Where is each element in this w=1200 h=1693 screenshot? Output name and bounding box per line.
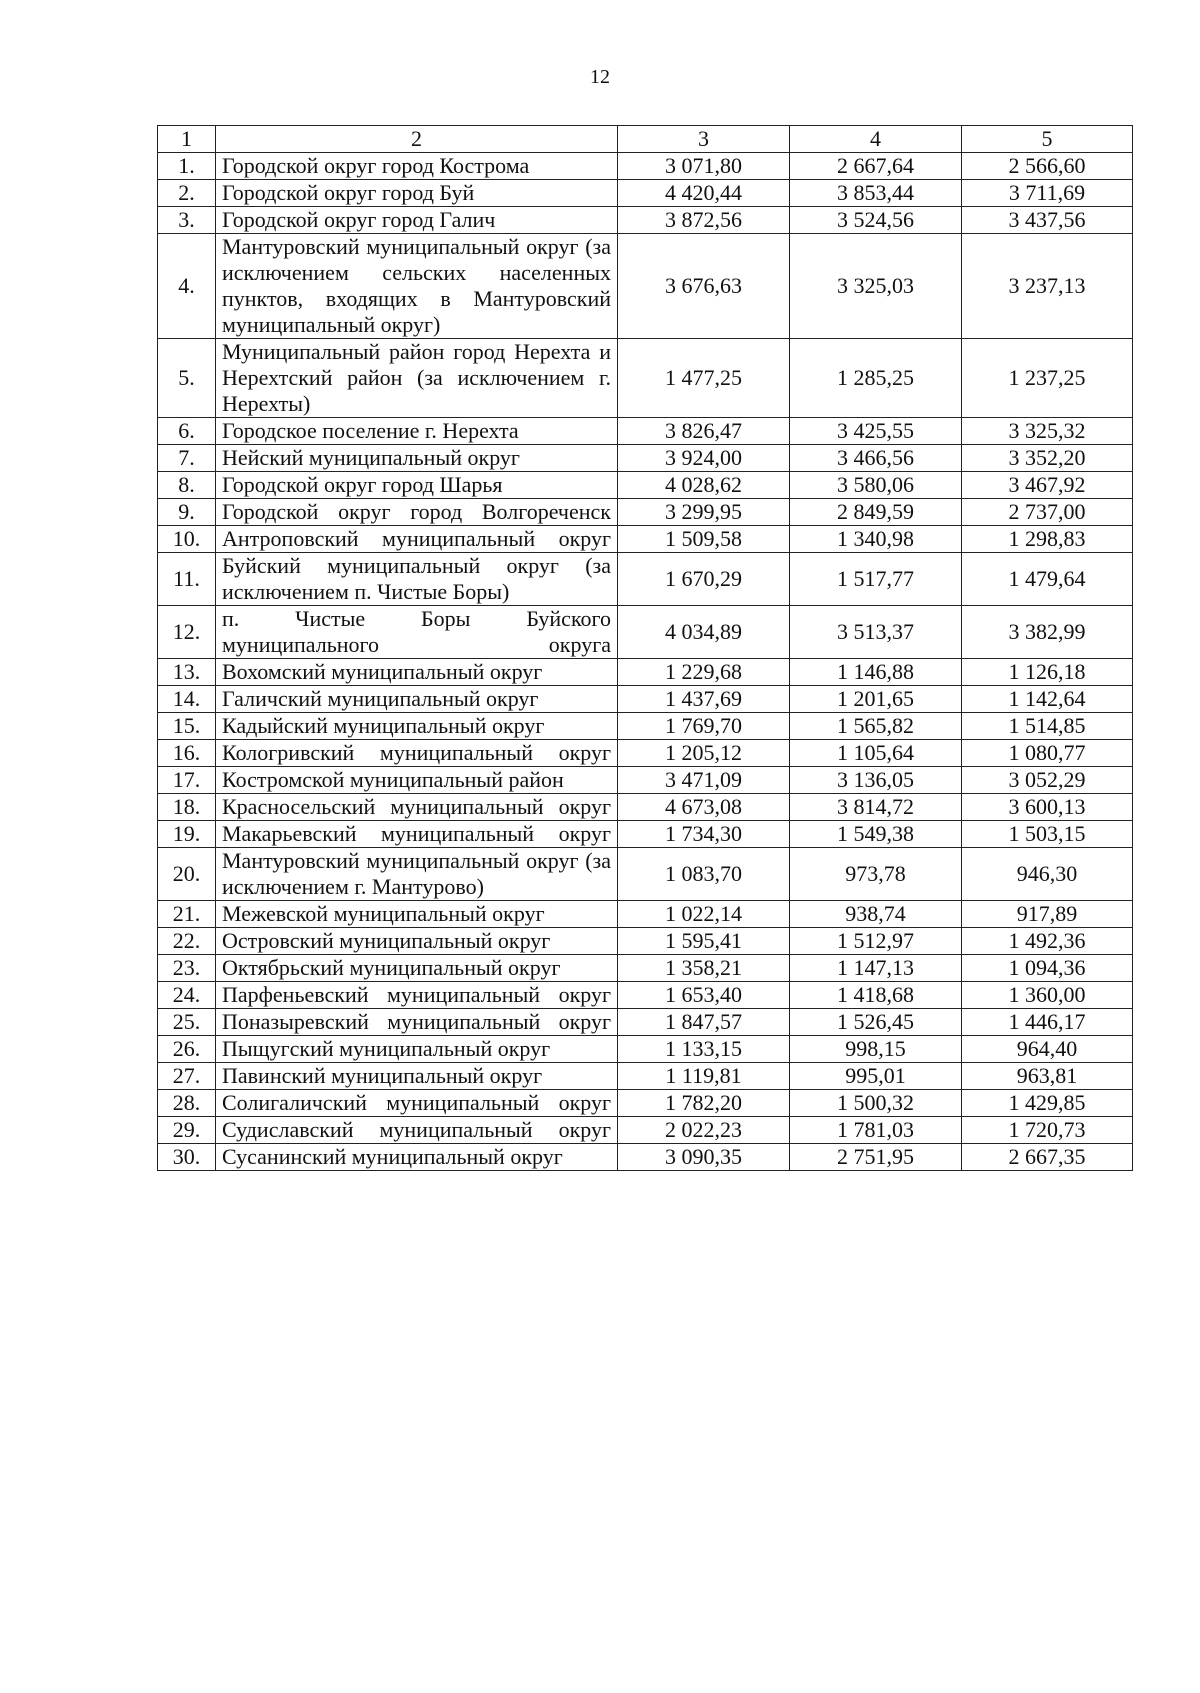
table-row (158, 207, 1133, 234)
municipality-name: Межевской муниципальный округ (216, 901, 618, 928)
row-number: 30. (158, 1144, 216, 1171)
value-col-5: 2 737,00 (962, 499, 1133, 526)
row-number: 13. (158, 659, 216, 686)
tariff-table (157, 125, 1133, 1171)
value-col-5: 3 600,13 (962, 794, 1133, 821)
value-col-4: 3 814,72 (790, 794, 962, 821)
value-col-5: 964,40 (962, 1036, 1133, 1063)
value-col-5: 1 446,17 (962, 1009, 1133, 1036)
row-number: 8. (158, 472, 216, 499)
value-col-5: 946,30 (962, 848, 1133, 901)
row-number: 21. (158, 901, 216, 928)
value-col-3: 3 471,09 (618, 767, 790, 794)
value-col-4: 1 512,97 (790, 928, 962, 955)
municipality-name: Красносельский муниципальный округ (216, 794, 618, 821)
value-col-3: 2 022,23 (618, 1117, 790, 1144)
table-row (158, 1117, 1133, 1144)
municipality-name: Буйский муниципальный округ (за исключением п. Чистые Боры) (216, 553, 618, 606)
value-col-3: 1 437,69 (618, 686, 790, 713)
row-number: 12. (158, 606, 216, 659)
column-header-5: 5 (962, 126, 1133, 153)
municipality-name: Городское поселение г. Нерехта (216, 418, 618, 445)
value-col-4: 1 340,98 (790, 526, 962, 553)
value-col-5: 2 566,60 (962, 153, 1133, 180)
municipality-name: Нейский муниципальный округ (216, 445, 618, 472)
value-col-4: 3 513,37 (790, 606, 962, 659)
row-number: 6. (158, 418, 216, 445)
value-col-4: 1 781,03 (790, 1117, 962, 1144)
municipality-name: Антроповский муниципальный округ (216, 526, 618, 553)
value-col-4: 3 524,56 (790, 207, 962, 234)
value-col-3: 1 205,12 (618, 740, 790, 767)
row-number: 2. (158, 180, 216, 207)
row-number: 14. (158, 686, 216, 713)
table-row (158, 794, 1133, 821)
row-number: 4. (158, 234, 216, 339)
value-col-5: 1 514,85 (962, 713, 1133, 740)
value-col-4: 2 667,64 (790, 153, 962, 180)
row-number: 7. (158, 445, 216, 472)
value-col-3: 3 071,80 (618, 153, 790, 180)
value-col-3: 3 872,56 (618, 207, 790, 234)
row-number: 11. (158, 553, 216, 606)
value-col-5: 1 080,77 (962, 740, 1133, 767)
column-header-2: 2 (216, 126, 618, 153)
municipality-name: Поназыревский муниципальный округ (216, 1009, 618, 1036)
table-row (158, 499, 1133, 526)
table-row (158, 659, 1133, 686)
value-col-3: 1 847,57 (618, 1009, 790, 1036)
table-row (158, 418, 1133, 445)
value-col-3: 1 782,20 (618, 1090, 790, 1117)
municipality-name: Городской округ город Шарья (216, 472, 618, 499)
value-col-5: 1 360,00 (962, 982, 1133, 1009)
value-col-5: 3 437,56 (962, 207, 1133, 234)
table-row (158, 821, 1133, 848)
value-col-5: 3 382,99 (962, 606, 1133, 659)
value-col-4: 1 500,32 (790, 1090, 962, 1117)
table-row (158, 472, 1133, 499)
table-row (158, 1090, 1133, 1117)
table-row (158, 339, 1133, 418)
row-number: 5. (158, 339, 216, 418)
value-col-5: 1 429,85 (962, 1090, 1133, 1117)
value-col-4: 1 146,88 (790, 659, 962, 686)
value-col-4: 3 325,03 (790, 234, 962, 339)
row-number: 15. (158, 713, 216, 740)
value-col-4: 3 466,56 (790, 445, 962, 472)
table-row (158, 553, 1133, 606)
value-col-5: 1 142,64 (962, 686, 1133, 713)
value-col-3: 1 133,15 (618, 1036, 790, 1063)
municipality-name: Солигаличский муниципальный округ (216, 1090, 618, 1117)
value-col-3: 1 083,70 (618, 848, 790, 901)
row-number: 17. (158, 767, 216, 794)
value-col-3: 1 734,30 (618, 821, 790, 848)
value-col-3: 1 477,25 (618, 339, 790, 418)
value-col-4: 995,01 (790, 1063, 962, 1090)
column-header-4: 4 (790, 126, 962, 153)
value-col-5: 3 237,13 (962, 234, 1133, 339)
value-col-4: 1 201,65 (790, 686, 962, 713)
municipality-name: Сусанинский муниципальный округ (216, 1144, 618, 1171)
municipality-name: Городской округ город Волгореченск (216, 499, 618, 526)
value-col-5: 3 352,20 (962, 445, 1133, 472)
table-row (158, 1144, 1133, 1171)
value-col-4: 1 285,25 (790, 339, 962, 418)
value-col-4: 3 853,44 (790, 180, 962, 207)
row-number: 19. (158, 821, 216, 848)
municipality-name: Макарьевский муниципальный округ (216, 821, 618, 848)
value-col-3: 1 119,81 (618, 1063, 790, 1090)
value-col-4: 2 751,95 (790, 1144, 962, 1171)
value-col-3: 4 420,44 (618, 180, 790, 207)
value-col-4: 938,74 (790, 901, 962, 928)
table-row (158, 606, 1133, 659)
table-row (158, 526, 1133, 553)
value-col-3: 1 769,70 (618, 713, 790, 740)
municipality-name: Городской округ город Кострома (216, 153, 618, 180)
row-number: 24. (158, 982, 216, 1009)
value-col-5: 3 325,32 (962, 418, 1133, 445)
row-number: 3. (158, 207, 216, 234)
value-col-4: 3 425,55 (790, 418, 962, 445)
value-col-4: 1 549,38 (790, 821, 962, 848)
value-col-5: 3 711,69 (962, 180, 1133, 207)
municipality-name: Пыщугский муниципальный округ (216, 1036, 618, 1063)
page-number: 12 (590, 66, 610, 88)
municipality-name: Кологривский муниципальный округ (216, 740, 618, 767)
table-row (158, 767, 1133, 794)
municipality-name: Вохомский муниципальный округ (216, 659, 618, 686)
row-number: 27. (158, 1063, 216, 1090)
table-row (158, 1036, 1133, 1063)
row-number: 25. (158, 1009, 216, 1036)
row-number: 1. (158, 153, 216, 180)
column-header-1: 1 (158, 126, 216, 153)
value-col-5: 3 467,92 (962, 472, 1133, 499)
value-col-3: 3 090,35 (618, 1144, 790, 1171)
value-col-5: 2 667,35 (962, 1144, 1133, 1171)
value-col-4: 2 849,59 (790, 499, 962, 526)
value-col-4: 998,15 (790, 1036, 962, 1063)
column-header-3: 3 (618, 126, 790, 153)
municipality-name: Парфеньевский муниципальный округ (216, 982, 618, 1009)
table-row (158, 1063, 1133, 1090)
value-col-5: 1 492,36 (962, 928, 1133, 955)
municipality-name: Кадыйский муниципальный округ (216, 713, 618, 740)
table-row (158, 445, 1133, 472)
table-row (158, 928, 1133, 955)
value-col-4: 1 147,13 (790, 955, 962, 982)
table-row (158, 153, 1133, 180)
value-col-5: 3 052,29 (962, 767, 1133, 794)
municipality-name: Мантуровский муниципальный округ (за исключением г. Мантурово) (216, 848, 618, 901)
value-col-3: 1 022,14 (618, 901, 790, 928)
row-number: 22. (158, 928, 216, 955)
value-col-3: 1 595,41 (618, 928, 790, 955)
value-col-5: 1 126,18 (962, 659, 1133, 686)
value-col-5: 1 298,83 (962, 526, 1133, 553)
municipality-name: Городской округ город Галич (216, 207, 618, 234)
table-row (158, 955, 1133, 982)
table-body (158, 126, 1133, 1171)
value-col-4: 1 526,45 (790, 1009, 962, 1036)
value-col-3: 3 299,95 (618, 499, 790, 526)
value-col-4: 1 105,64 (790, 740, 962, 767)
value-col-5: 1 094,36 (962, 955, 1133, 982)
value-col-5: 1 237,25 (962, 339, 1133, 418)
row-number: 29. (158, 1117, 216, 1144)
table-row (158, 901, 1133, 928)
value-col-3: 1 653,40 (618, 982, 790, 1009)
value-col-3: 1 509,58 (618, 526, 790, 553)
value-col-5: 1 479,64 (962, 553, 1133, 606)
table-row (158, 848, 1133, 901)
municipality-name: Галичский муниципальный округ (216, 686, 618, 713)
column-number-row (158, 126, 1133, 153)
value-col-3: 3 924,00 (618, 445, 790, 472)
value-col-4: 3 580,06 (790, 472, 962, 499)
table-row (158, 740, 1133, 767)
table-row (158, 686, 1133, 713)
value-col-5: 1 503,15 (962, 821, 1133, 848)
value-col-3: 4 034,89 (618, 606, 790, 659)
value-col-3: 1 358,21 (618, 955, 790, 982)
value-col-3: 1 670,29 (618, 553, 790, 606)
municipality-name: Островский муниципальный округ (216, 928, 618, 955)
value-col-5: 1 720,73 (962, 1117, 1133, 1144)
value-col-4: 1 517,77 (790, 553, 962, 606)
municipality-name: Муниципальный район город Нерехта и Нерехтский район (за исключением г. Нерехты) (216, 339, 618, 418)
municipality-name: Мантуровский муниципальный округ (за исключением сельских населенных пунктов, входящих в Мантуровский муниципальный округ) (216, 234, 618, 339)
row-number: 9. (158, 499, 216, 526)
value-col-3: 1 229,68 (618, 659, 790, 686)
value-col-5: 963,81 (962, 1063, 1133, 1090)
municipality-name: Октябрьский муниципальный округ (216, 955, 618, 982)
value-col-4: 3 136,05 (790, 767, 962, 794)
row-number: 10. (158, 526, 216, 553)
table-row (158, 234, 1133, 339)
value-col-4: 973,78 (790, 848, 962, 901)
municipality-name: Павинский муниципальный округ (216, 1063, 618, 1090)
row-number: 16. (158, 740, 216, 767)
row-number: 23. (158, 955, 216, 982)
municipality-name: Городской округ город Буй (216, 180, 618, 207)
table-row (158, 1009, 1133, 1036)
value-col-4: 1 418,68 (790, 982, 962, 1009)
row-number: 20. (158, 848, 216, 901)
table-row (158, 180, 1133, 207)
value-col-3: 3 676,63 (618, 234, 790, 339)
value-col-4: 1 565,82 (790, 713, 962, 740)
row-number: 18. (158, 794, 216, 821)
table-row (158, 713, 1133, 740)
municipality-name: Костромской муниципальный район (216, 767, 618, 794)
value-col-5: 917,89 (962, 901, 1133, 928)
value-col-3: 3 826,47 (618, 418, 790, 445)
row-number: 26. (158, 1036, 216, 1063)
row-number: 28. (158, 1090, 216, 1117)
municipality-name: Судиславский муниципальный округ (216, 1117, 618, 1144)
value-col-3: 4 673,08 (618, 794, 790, 821)
municipality-name: п. Чистые Боры Буйского муниципального округа (216, 606, 618, 659)
value-col-3: 4 028,62 (618, 472, 790, 499)
table-row (158, 982, 1133, 1009)
